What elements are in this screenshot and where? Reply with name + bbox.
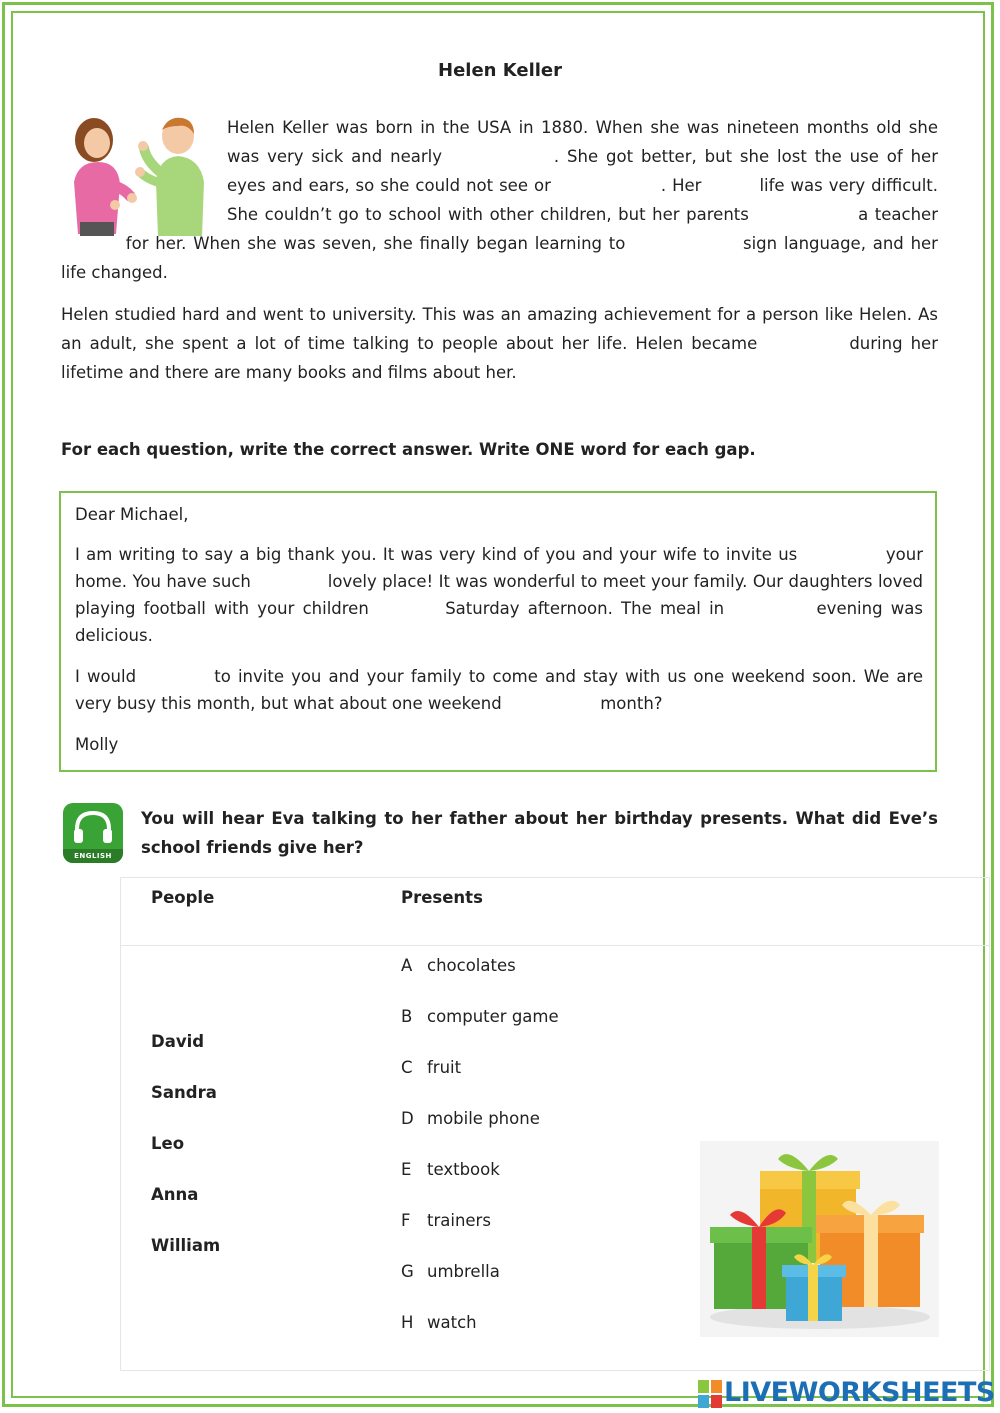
option-letter: C xyxy=(401,1058,413,1077)
page-title: Helen Keller xyxy=(438,60,562,81)
option-letter: G xyxy=(401,1262,414,1281)
option-text: mobile phone xyxy=(427,1109,540,1128)
letter-segment: lovely place! It was wonderful to meet your family. Our daughters loved playing football with your children xyxy=(75,572,924,618)
person-name: Sandra xyxy=(151,1083,217,1102)
present-option[interactable] xyxy=(401,1313,477,1332)
liveworksheets-logo xyxy=(698,1376,995,1410)
option-letter: A xyxy=(401,956,413,975)
letter-paragraph-1 xyxy=(75,541,923,649)
option-text: umbrella xyxy=(427,1262,500,1281)
letter-segment: your home. You have such xyxy=(75,545,924,591)
passage-segment: during her lifetime and there are many books and films about her. xyxy=(61,334,938,382)
audio-icon-label: ENGLISH xyxy=(63,849,123,863)
passage-paragraph-2 xyxy=(61,300,938,387)
live-blocks-icon xyxy=(698,1380,722,1408)
letter-segment: I would xyxy=(75,667,137,686)
gift-boxes-illustration xyxy=(700,1141,939,1337)
present-option[interactable] xyxy=(401,1007,559,1026)
present-option[interactable] xyxy=(401,1109,540,1128)
present-option[interactable] xyxy=(401,956,516,975)
answer-gap[interactable] xyxy=(256,573,322,593)
person-name: Leo xyxy=(151,1134,185,1153)
present-option[interactable] xyxy=(401,1262,500,1281)
option-letter: D xyxy=(401,1109,414,1128)
answer-gap[interactable] xyxy=(732,600,808,620)
passage-segment: sign language, and her life changed. xyxy=(61,234,938,282)
passage-segment: Helen Keller was born in the USA in 1880. When she was nineteen months old she was very sick and nearly xyxy=(227,118,938,166)
letter-segment: to invite you and your family to come and stay with us one weekend soon. We are very busy this month, but what about one weekend xyxy=(75,667,924,713)
option-letter: F xyxy=(401,1211,411,1230)
letter-segment: month? xyxy=(600,694,663,713)
option-text: chocolates xyxy=(427,956,516,975)
passage-segment: a teacher xyxy=(858,205,938,224)
person-name: Anna xyxy=(151,1185,199,1204)
listening-question: You will hear Eva talking to her father about her birthday presents. What did Eve’s school friends give her? xyxy=(141,809,938,857)
logo-text: LIVEWORKSHEETS xyxy=(724,1377,995,1408)
passage-segment: Helen studied hard and went to university. This was an amazing achievement for a person like Helen. As an adult, she spent a lot of time talking to people about her life. Helen became xyxy=(61,305,938,353)
audio-play-button[interactable] xyxy=(63,803,123,863)
image-float-spacer xyxy=(61,113,227,229)
present-option[interactable] xyxy=(401,1058,461,1077)
option-letter: B xyxy=(401,1007,413,1026)
person-name: David xyxy=(151,1032,205,1051)
letter-segment: evening was delicious. xyxy=(75,599,923,645)
person-name: William xyxy=(151,1236,221,1255)
passage-paragraph-1 xyxy=(61,113,938,287)
passage-segment: . She got better, but she lost the use of her eyes and ears, so she could not see or xyxy=(227,147,938,195)
option-letter: E xyxy=(401,1160,412,1179)
answer-gap[interactable] xyxy=(61,235,119,255)
answer-gap[interactable] xyxy=(755,206,851,226)
answer-gap[interactable] xyxy=(557,177,661,197)
answer-gap[interactable] xyxy=(804,546,880,566)
letter-box xyxy=(59,491,937,772)
answer-gap[interactable] xyxy=(450,148,554,168)
headphones-icon xyxy=(63,803,123,849)
instruction-text: For each question, write the correct answer. Write ONE word for each gap. xyxy=(61,440,756,459)
present-option[interactable] xyxy=(401,1160,500,1179)
table-header-divider xyxy=(120,945,990,946)
option-text: fruit xyxy=(427,1058,462,1077)
option-text: watch xyxy=(427,1313,477,1332)
passage-segment: life was very difficult. She couldn’t go to school with other children, but her parents xyxy=(227,176,939,224)
answer-gap[interactable] xyxy=(507,695,595,715)
answer-gap[interactable] xyxy=(707,177,753,197)
answer-gap[interactable] xyxy=(377,600,437,620)
answer-gap[interactable] xyxy=(143,668,207,688)
answer-gap[interactable] xyxy=(632,235,736,255)
letter-segment: Saturday afternoon. The meal in xyxy=(445,599,725,618)
passage-segment: for her. When she was seven, she finally began learning to xyxy=(125,234,626,253)
present-option[interactable] xyxy=(401,1211,491,1230)
passage-segment: . Her xyxy=(660,176,702,195)
letter-paragraph-2 xyxy=(75,663,923,717)
letter-signature: Molly xyxy=(75,735,119,754)
column-header-people: People xyxy=(151,888,215,907)
option-text: computer game xyxy=(427,1007,559,1026)
option-letter: H xyxy=(401,1313,414,1332)
column-header-presents: Presents xyxy=(401,888,483,907)
option-text: trainers xyxy=(427,1211,491,1230)
answer-gap[interactable] xyxy=(765,335,841,355)
letter-greeting: Dear Michael, xyxy=(75,505,189,524)
letter-segment: I am writing to say a big thank you. It was very kind of you and your wife to invite us xyxy=(75,545,798,564)
option-text: textbook xyxy=(427,1160,500,1179)
